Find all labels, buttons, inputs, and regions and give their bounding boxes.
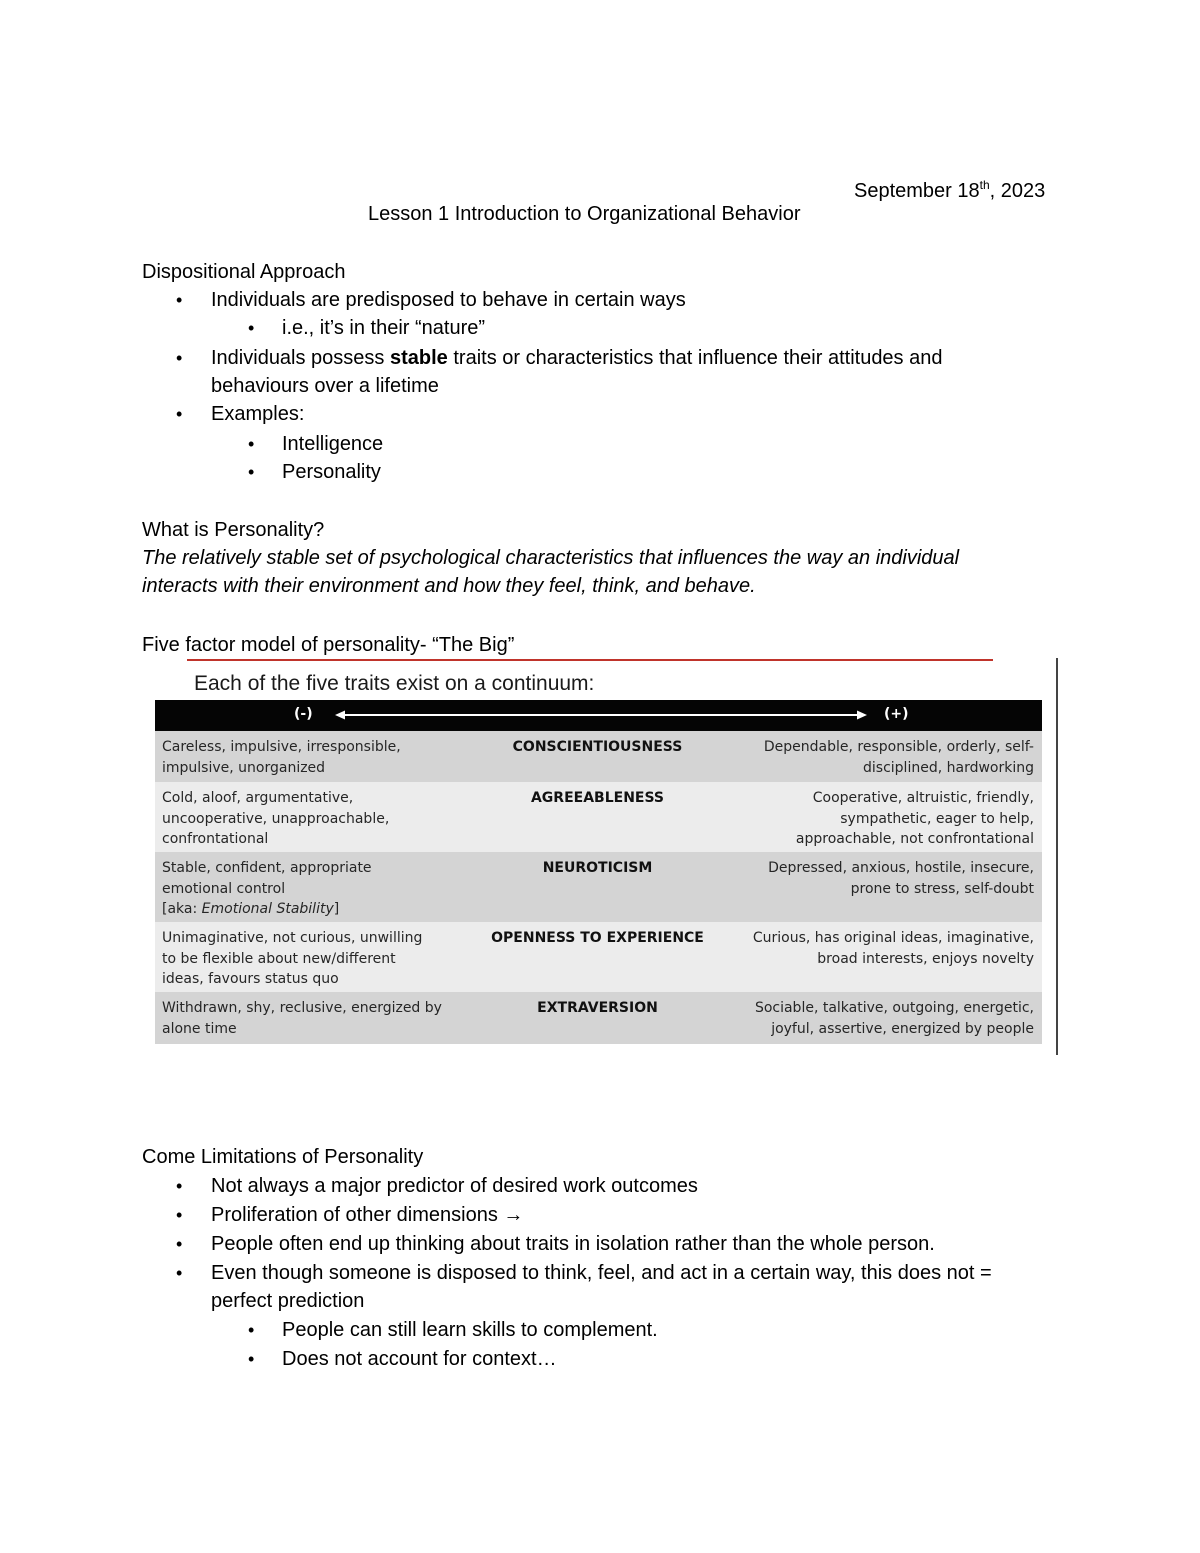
trait-name: NEUROTICISM bbox=[542, 860, 653, 876]
limitations-bullet: Not always a major predictor of desired work outcomes bbox=[211, 1175, 698, 1197]
bullet-glyph: • bbox=[248, 318, 255, 338]
double-arrow-icon bbox=[335, 707, 867, 723]
trait-low-pole: Stable, confident, appropriate emotional control [aka: Emotional Stability] bbox=[162, 860, 372, 917]
continuum-title: Each of the five traits exist on a continuum: bbox=[194, 672, 595, 695]
dispositional-bullet: Individuals are predisposed to behave in certain ways bbox=[211, 289, 686, 311]
bullet-glyph: • bbox=[248, 1320, 255, 1340]
trait-high-pole: Sociable, talkative, outgoing, energetic, joyful, assertive, energized by people bbox=[754, 1000, 1034, 1037]
trait-row-neuroticism bbox=[155, 852, 1042, 922]
trait-name: EXTRAVERSION bbox=[537, 1000, 658, 1016]
slide-red-rule bbox=[187, 659, 993, 661]
negative-pole-label: (-) bbox=[294, 706, 313, 722]
trait-low-pole: Cold, aloof, argumentative, uncooperative, unapproachable, confrontational bbox=[162, 790, 390, 847]
trait-row-openness bbox=[155, 922, 1042, 992]
limitations-sub-bullet: Does not account for context… bbox=[282, 1348, 557, 1370]
limitations-bullet-continued: perfect prediction bbox=[211, 1290, 365, 1312]
trait-name: AGREEABLENESS bbox=[530, 790, 665, 806]
trait-high-pole: Curious, has original ideas, imaginative, broad interests, enjoys novelty bbox=[752, 930, 1034, 967]
bullet-glyph: • bbox=[248, 462, 255, 482]
bullet-glyph: • bbox=[248, 434, 255, 454]
personality-definition: The relatively stable set of psychological characteristics that influences the way an individual bbox=[142, 547, 960, 569]
trait-row-agreeableness bbox=[155, 782, 1042, 852]
dispositional-sub-bullet: Personality bbox=[282, 461, 381, 483]
trait-name: CONSCIENTIOUSNESS bbox=[512, 739, 683, 755]
trait-continuum-table bbox=[155, 700, 1042, 1044]
limitations-bullet: Proliferation of other dimensions → bbox=[211, 1204, 524, 1226]
bullet-glyph: • bbox=[248, 1349, 255, 1369]
bullet-glyph: • bbox=[176, 1234, 183, 1254]
dispositional-bullet-continued: behaviours over a lifetime bbox=[211, 375, 439, 397]
limitations-bullet: Even though someone is disposed to think, feel, and act in a certain way, this does not = bbox=[211, 1262, 992, 1284]
bullet-glyph: • bbox=[176, 290, 183, 310]
trait-high-pole: Dependable, responsible, orderly, self- disciplined, hardworking bbox=[763, 739, 1034, 776]
trait-low-pole: Unimaginative, not curious, unwilling to be flexible about new/different ideas, favours status quo bbox=[162, 930, 423, 987]
limitations-bullet: People often end up thinking about traits in isolation rather than the whole person. bbox=[211, 1233, 935, 1255]
bullet-glyph: • bbox=[176, 1176, 183, 1196]
trait-name: OPENNESS TO EXPERIENCE bbox=[491, 930, 704, 946]
dispositional-bullet: Individuals possess stable traits or characteristics that influence their attitudes and bbox=[211, 347, 943, 369]
lesson-title: Lesson 1 Introduction to Organizational Behavior bbox=[368, 203, 801, 225]
trait-row-conscientiousness bbox=[155, 731, 1042, 782]
limitations-heading: Come Limitations of Personality bbox=[142, 1146, 424, 1168]
limitations-sub-bullet: People can still learn skills to complement. bbox=[282, 1319, 658, 1341]
bullet-glyph: • bbox=[176, 404, 183, 424]
continuum-header bbox=[155, 700, 1042, 731]
positive-pole-label: (+) bbox=[884, 706, 909, 722]
trait-low-pole: Withdrawn, shy, reclusive, energized by alone time bbox=[162, 1000, 442, 1037]
trait-row-extraversion bbox=[155, 992, 1042, 1044]
dispositional-sub-bullet: Intelligence bbox=[282, 433, 384, 455]
dispositional-heading: Dispositional Approach bbox=[142, 261, 346, 283]
bullet-glyph: • bbox=[176, 348, 183, 368]
personality-definition: interacts with their environment and how they feel, think, and behave. bbox=[142, 575, 756, 597]
bullet-glyph: • bbox=[176, 1205, 183, 1225]
trait-high-pole: Cooperative, altruistic, friendly, sympathetic, eager to help, approachable, not confrontational bbox=[795, 790, 1034, 847]
personality-heading: What is Personality? bbox=[142, 519, 325, 541]
dispositional-sub-bullet: i.e., it’s in their “nature” bbox=[282, 317, 486, 339]
document-date: September 18th, 2023 bbox=[854, 178, 1046, 202]
bullet-glyph: • bbox=[176, 1263, 183, 1283]
trait-high-pole: Depressed, anxious, hostile, insecure, prone to stress, self-doubt bbox=[768, 860, 1034, 897]
trait-low-pole: Careless, impulsive, irresponsible, impulsive, unorganized bbox=[162, 739, 401, 776]
five-factor-heading: Five factor model of personality- “The Big” bbox=[142, 634, 515, 656]
slide-border-line bbox=[1056, 658, 1058, 1055]
dispositional-bullet: Examples: bbox=[211, 403, 305, 425]
